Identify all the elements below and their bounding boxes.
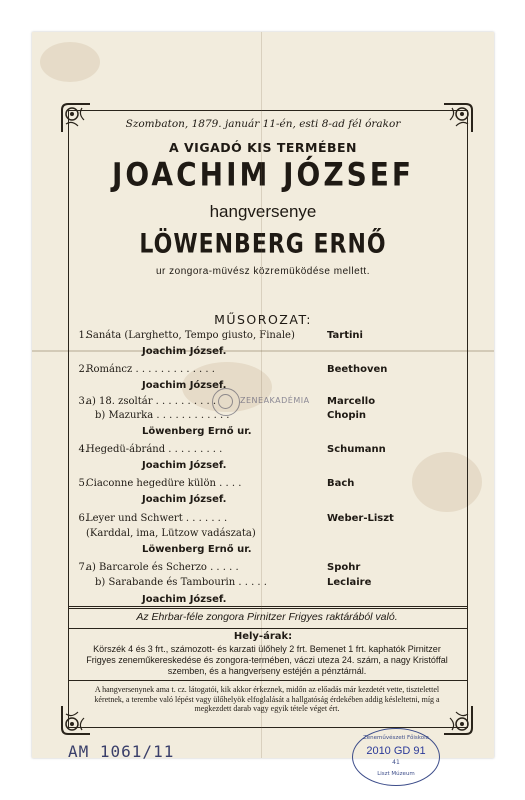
program-composer: Chopin	[327, 410, 367, 421]
program-item	[78, 478, 242, 489]
program-composer: Bach	[327, 478, 355, 489]
program-piece: b) Mazurka . . . . . . . . . . . .	[95, 410, 230, 421]
corner-ornament-icon	[58, 702, 94, 738]
program-item	[78, 330, 295, 341]
library-stamp-mid: 41	[392, 759, 400, 766]
academy-stamp-text: ZENEAKADÉMIA	[240, 396, 310, 405]
program-number: 4.	[78, 444, 88, 455]
program-composer: Tartini	[327, 330, 363, 341]
program-number: 1.	[78, 330, 88, 341]
program-piece: a) Barcarole és Scherzo . . . . .	[86, 562, 239, 573]
library-stamp	[352, 728, 440, 786]
program-composer: Marcello	[327, 396, 376, 407]
program-performer: Löwenberg Ernő ur.	[142, 426, 252, 437]
program-composer: Spohr	[327, 562, 361, 573]
program-piece: (Karddal, ima, Lützow vadászata)	[86, 528, 256, 539]
program-piece: Ciaconne hegedüre külön . . . .	[86, 478, 242, 489]
program-item	[78, 513, 228, 524]
library-stamp-bottom: Liszt Múzeum	[377, 771, 415, 777]
program-item	[78, 396, 217, 407]
academy-stamp-icon	[212, 388, 240, 416]
library-stamp-number: 2010 GD 91	[366, 745, 426, 757]
piano-supplier-note: Az Ehrbar-féle zongora Pirnitzer Frigyes raktárából való.	[136, 611, 398, 623]
program-composer: Weber-Liszt	[327, 513, 394, 524]
program-performer: Löwenberg Ernő ur.	[142, 544, 252, 555]
program-item	[95, 410, 229, 421]
program-item	[95, 577, 267, 588]
program-number: 5.	[78, 478, 88, 489]
library-stamp-top: Zeneművészeti Főiskola	[362, 735, 430, 741]
program-item	[78, 562, 239, 573]
program-piece: Sanáta (Larghetto, Tempo giusto, Finale)	[86, 330, 295, 341]
program-composer: Schumann	[327, 444, 386, 455]
program-item	[78, 364, 215, 375]
program-piece: a) 18. zsoltár . . . . . . . . . .	[86, 396, 217, 407]
program-performer: Joachim József.	[142, 460, 227, 471]
prices-title: Hely-árak:	[233, 631, 293, 642]
venue-heading: A VIGADÓ KIS TERMÉBEN	[168, 140, 358, 155]
program-piece: Hegedü-ábránd . . . . . . . . .	[86, 444, 223, 455]
performer-name: JOACHIM JÓZSEF	[111, 155, 415, 194]
program-performer: Joachim József.	[142, 594, 227, 605]
program-composer: Leclaire	[327, 577, 372, 588]
guest-role-line: ur zongora-müvész közremüködése mellett.	[156, 266, 370, 277]
program-performer: Joachim József.	[142, 380, 227, 391]
program-item	[86, 528, 256, 539]
program-title: MŰSOROZAT:	[214, 312, 312, 327]
program-performer: Joachim József.	[142, 346, 227, 357]
program-composer: Beethoven	[327, 364, 388, 375]
program-piece: b) Sarabande és Tambourin . . . . .	[95, 577, 267, 588]
program-number: 6.	[78, 513, 88, 524]
concert-word: hangversenye	[209, 202, 317, 221]
program-piece: Leyer und Schwert . . . . . . .	[86, 513, 228, 524]
prices-text: Körszék 4 és 3 frt., számozott- és karzati ülőhely 2 frt. Bemenet 1 frt. kaphatók Pirnitzer Frigyes zeneműkereskedése és zongora-termében, váczi uteza 24. szám, a nagy Kristóffal szemben, és a hangverseny estéjén a pénztárnál.	[86, 644, 448, 676]
corner-ornament-icon	[440, 702, 476, 738]
program-item	[78, 444, 223, 455]
program-piece: Románcz . . . . . . . . . . . . .	[86, 364, 215, 375]
program-number: 7.	[78, 562, 88, 573]
shelfmark-handwritten: AM 1061/11	[68, 742, 175, 761]
program-performer: Joachim József.	[142, 494, 227, 505]
program-number: 2.	[78, 364, 88, 375]
poster-sheet	[32, 32, 494, 758]
guest-name: LÖWENBERG ERNŐ	[139, 229, 387, 260]
late-arrival-notice: A hangversenynek ama t. cz. látogatói, kik akkor érkeznek, midőn az előadás már kezdetét vette, tisztelettel kéretnek, a terembe való lépést vagy ülőhelyök elfoglalását a hallgatóság érdekében addig késleltetni, míg a megkezdett darab vagy egyik tétele véget ért.	[94, 685, 440, 713]
concert-dateline: Szombaton, 1879. január 11-én, esti 8-ad fél órakor	[125, 118, 401, 130]
program-number: 3.	[78, 396, 88, 407]
divider	[68, 606, 468, 607]
